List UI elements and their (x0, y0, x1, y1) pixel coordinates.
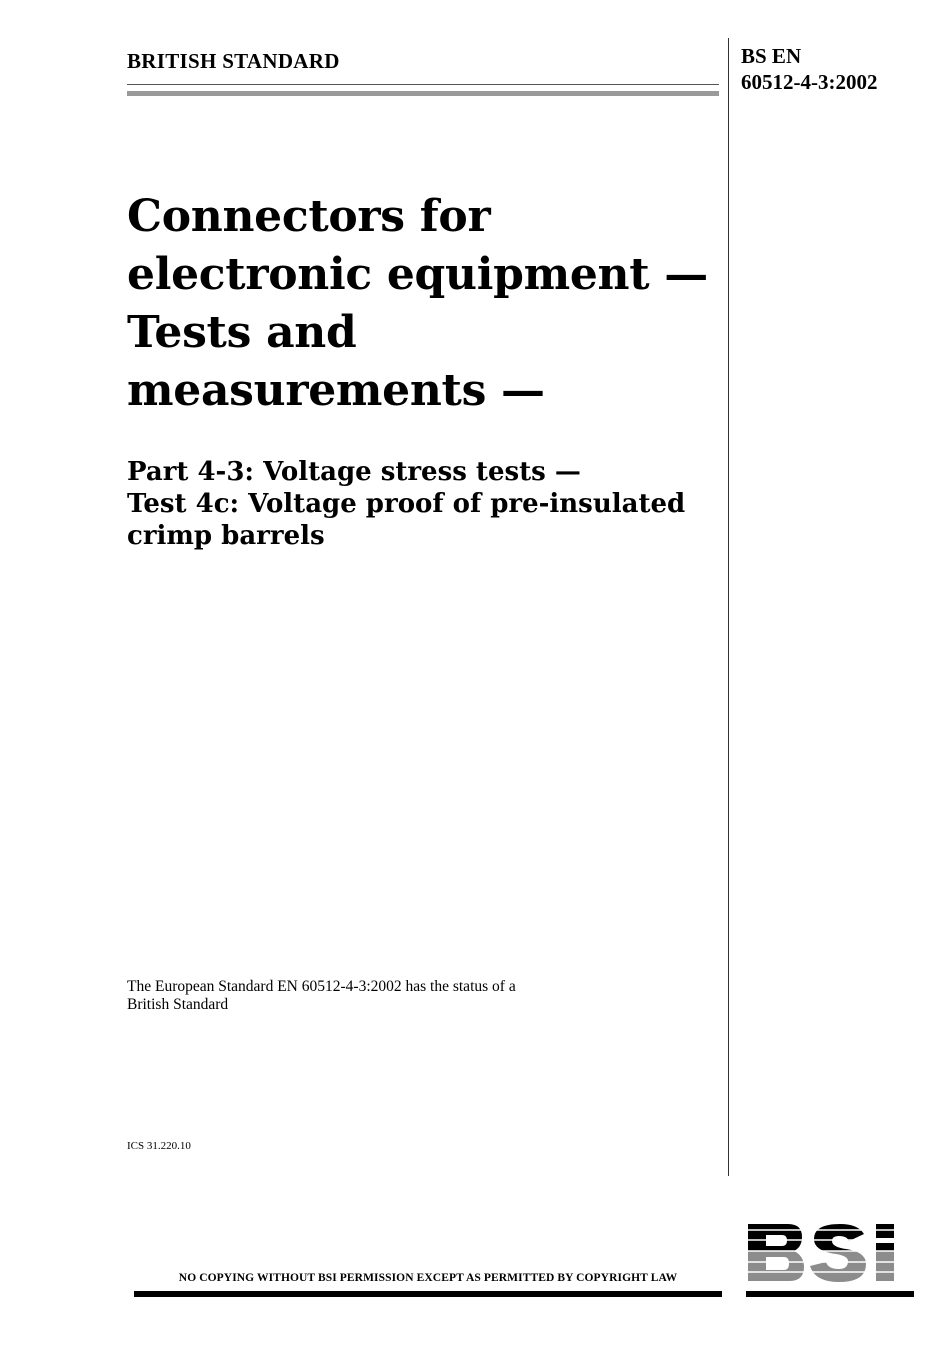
title-line-3: Tests and (127, 307, 357, 358)
logo-underline (746, 1291, 914, 1297)
bsi-logo-icon (744, 1220, 916, 1284)
subtitle-line-3: crimp barrels (127, 521, 325, 551)
header-rule-thin (127, 84, 719, 85)
status-statement (127, 978, 647, 1014)
subtitle-line-1: Part 4-3: Voltage stress tests — (127, 457, 581, 487)
document-subtitle (127, 456, 727, 552)
title-line-2: electronic equipment — (127, 249, 708, 300)
document-title (127, 188, 727, 420)
copyright-notice: NO COPYING WITHOUT BSI PERMISSION EXCEPT AS PERMITTED BY COPYRIGHT LAW (178, 1272, 678, 1284)
subtitle-line-2: Test 4c: Voltage proof of pre-insulated (127, 489, 686, 519)
document-number-line-2: 60512-4-3:2002 (741, 70, 878, 94)
document-number-line-1: BS EN (741, 44, 802, 68)
vertical-divider (728, 38, 729, 1176)
document-type-label: BRITISH STANDARD (127, 49, 340, 73)
title-line-4: measurements — (127, 365, 545, 416)
footer-rule (134, 1291, 722, 1297)
status-line-1: The European Standard EN 60512-4-3:2002 has the status of a (127, 978, 516, 995)
ics-code: ICS 31.220.10 (127, 1140, 191, 1152)
document-number (741, 43, 877, 95)
header-rule-thick (127, 91, 719, 96)
status-line-2: British Standard (127, 996, 229, 1013)
title-line-1: Connectors for (127, 191, 491, 242)
